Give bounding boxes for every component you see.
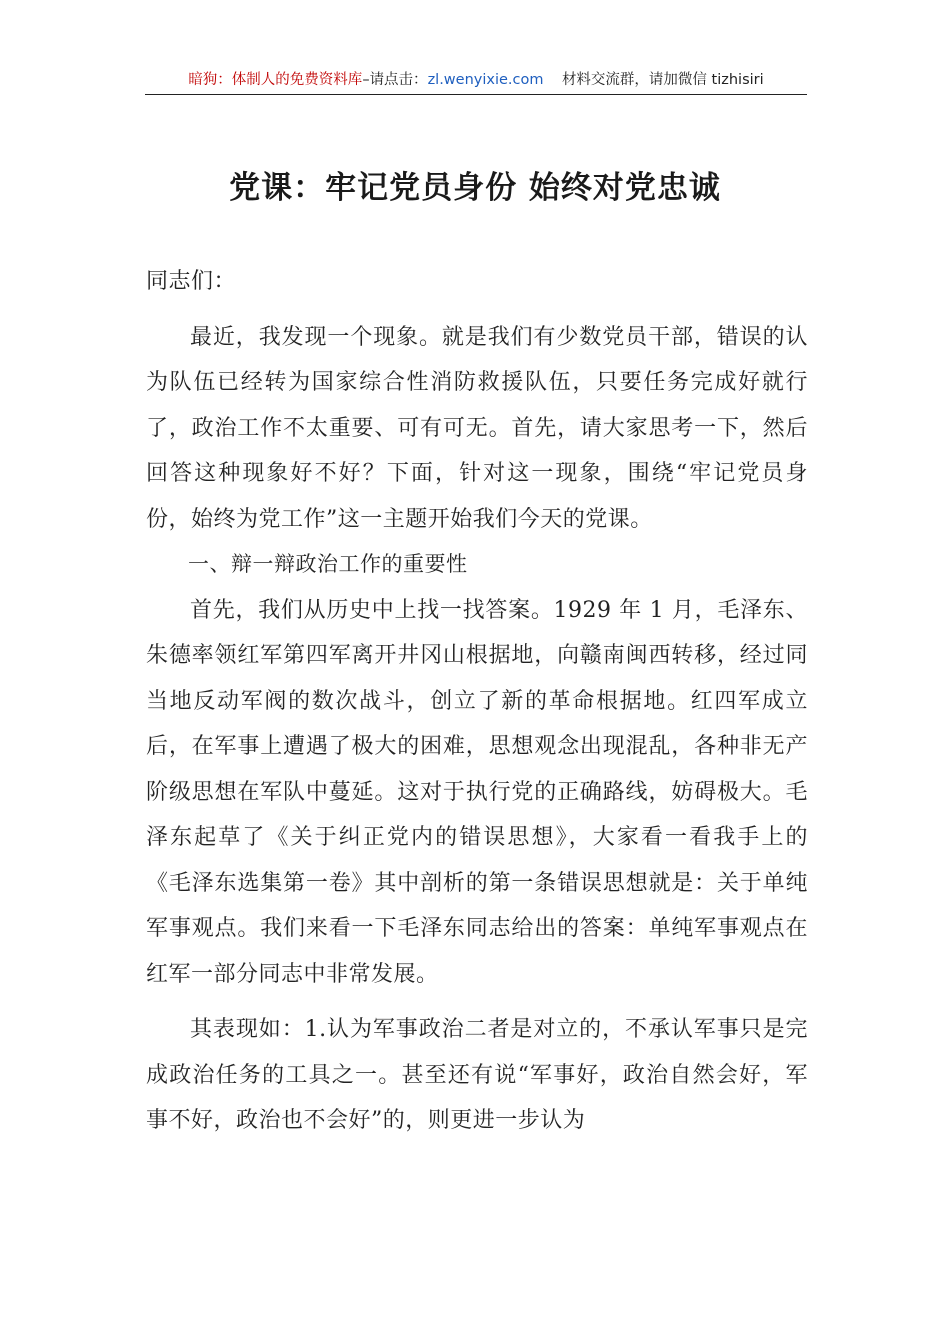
paragraph-manifestation: 其表现如：1.认为军事政治二者是对立的，不承认军事只是完成政治任务的工具之一。甚至还有说“军事好，政治自然会好，军事不好，政治也不会好”的，则更进一步认为 <box>146 1017 808 1133</box>
paragraph-history: 首先，我们从历史中上找一找答案。1929 年 1 月，毛泽东、朱德率领红军第四军离开井冈山根据地，向赣南闽西转移，经过同当地反动军阀的数次战斗，创立了新的革命根据地。红四军成立后，在军事上遭遇了极大的困难，思想观念出现混乱，各种非无产阶级思想在军队中蔓延。这对于执行党的正确路线，妨碍极大。毛泽东起草了《关于纠正党内的错误思想》，大家看一看我手上的《毛泽东选集第一卷》其中剖析的第一条错误思想就是：关于单纯军事观点。我们来看一下毛泽东同志给出的答案：单纯军事观点在红军一部分同志中非常发展。 <box>146 597 808 987</box>
header-click-prefix: –请点击： <box>362 72 428 88</box>
salutation: 同志们： <box>146 269 237 294</box>
document-title: 党课：牢记党员身份 始终对党忠诚 <box>229 170 721 206</box>
paragraph-intro: 最近，我发现一个现象。就是我们有少数党员干部，错误的认为队伍已经转为国家综合性消防救援队伍，只要任务完成好就行了，政治工作不太重要、可有可无。首先，请大家思考一下，然后回答这种现象好不好？下面，针对这一现象，围绕“牢记党员身份，始终为党工作”这一主题开始我们今天的党课。 <box>146 324 808 532</box>
header-brand: 暗狗：体制人的免费资料库 <box>188 72 363 88</box>
page-header <box>145 66 807 95</box>
header-url-link[interactable]: zl.wenyixie.com <box>427 72 544 88</box>
section-heading: 一、辩一辩政治工作的重要性 <box>188 552 468 576</box>
header-wechat-note: 材料交流群，请加微信 tizhisiri <box>561 72 764 88</box>
document-body <box>146 259 808 1144</box>
